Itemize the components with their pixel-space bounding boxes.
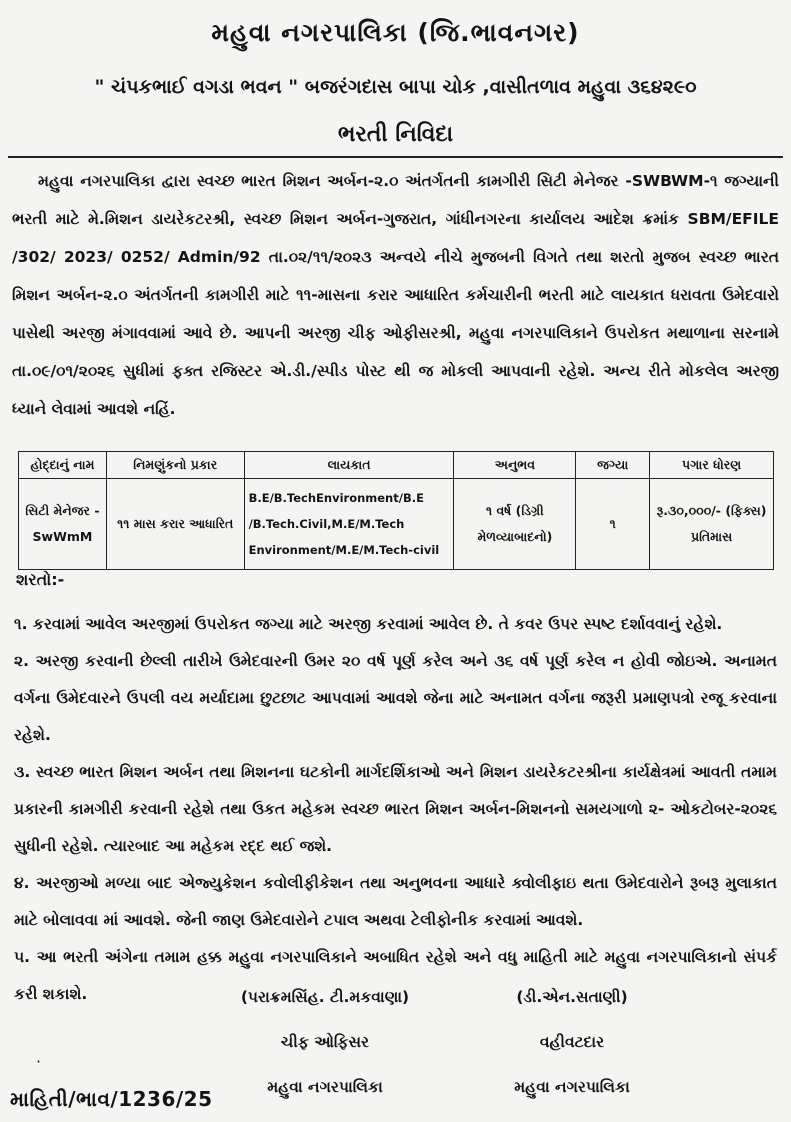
cell-appointment: ૧૧ માસ કરાર આધારિત bbox=[106, 479, 244, 570]
header-post: હોદ્દાનું નામ bbox=[19, 452, 107, 479]
term-item: ૨. અરજી કરવાની છેલ્લી તારીખે ઉમેદવારની ઉમર ૨૦ વર્ષ પૂર્ણ કરેલ અને ૩૬ વર્ષ પૂર્ણ કરેલ ન હોવી જોઇએ. અનામત વર્ગના ઉમેદવારને ઉપલી વય મર્યાદામા છુટછાટ આપવામાં આવશે જેના માટે અનામત વર્ગના જરૂરી પ્રમાણપત્રો રજૂ કરવાના રહેશે. bbox=[14, 652, 777, 744]
table-row bbox=[19, 479, 774, 570]
signatory-office: મહુવા નગરપાલિકા bbox=[514, 1078, 630, 1096]
header-qualification: લાયકાત bbox=[244, 452, 454, 479]
cell-salary: રૂ.૩૦,૦૦૦/- (ફિક્સ) પ્રતિમાસ bbox=[650, 479, 774, 570]
cell-post: સિટી મેનેજર - SwWmM bbox=[19, 479, 107, 570]
header-appointment: નિમણુંકનો પ્રકાર bbox=[106, 452, 244, 479]
stray-mark: · bbox=[36, 1052, 42, 1071]
table-header-row bbox=[19, 452, 774, 479]
terms-list bbox=[14, 606, 777, 1013]
signatory-designation: ચીફ ઓફિસર bbox=[280, 1033, 370, 1051]
recruitment-table bbox=[18, 451, 774, 570]
header-salary: પગાર ધોરણ bbox=[650, 452, 774, 479]
signatory-office: મહુવા નગરપાલિકા bbox=[267, 1078, 383, 1096]
cell-qualification: B.E/B.TechEnvironment/B.E /B.Tech.Civil,M.E/M.Tech Environment/M.E/M.Tech-civil bbox=[244, 479, 454, 570]
terms-heading: શરતો:- bbox=[16, 570, 65, 589]
signatory-chief-officer bbox=[205, 975, 445, 1110]
signatory-name: (ડી.એન.સતાણી) bbox=[516, 988, 628, 1006]
term-item: ૫. આ ભરતી અંગેના તમામ હક્ક મહુવા નગરપાલિકાને અબાધિત રહેશે અને વધુ માહિતી માટે મહુવા નગરપાલિકાનો સંપર્ક કરી શકાશે. bbox=[14, 948, 777, 1003]
term-item: ૩. સ્વચ્છ ભારત મિશન અર્બન તથા મિશનના ઘટકોની માર્ગદર્શિકાઓ અને મિશન ડાયરેકટરશ્રીના કાર્યક્ષેત્રમાં આવતી તમામ પ્રકારની કામગીરી કરવાની રહેશે તથા ઉકત મહેકમ સ્વચ્છ ભારત મિશન અર્બન-મિશનનો સમયગાળો ૨- ઓકટોબર-૨૦૨૬ સુધીની રહેશે. ત્યારબાદ આ મહેકમ રદ્દ થઈ જશે. bbox=[14, 763, 777, 855]
cell-posts: ૧ bbox=[576, 479, 650, 570]
signatory-name: (પરાક્રમસિંહ. ટી.મકવાણા) bbox=[240, 988, 410, 1006]
intro-paragraph: મહુવા નગરપાલિકા દ્વારા સ્વચ્છ ભારત મિશન અર્બન-૨.૦ અંતર્ગતની કામગીરી સિટી મેનેજર -SWBWM-૧ જગ્યાની ભરતી માટે મે.મિશન ડાયરેકટરશ્રી, સ્વચ્છ મિશન અર્બન-ગુજરાત, ગાંધીનગરના કાર્યાલય આદેશ ક્રમાંક SBM/EFILE /302/ 2023/ 0252/ Admin/92 તા.૦૨/૧૧/૨૦૨૩ અન્વયે નીચે મુજબની વિગતે તથા શરતો મુજબ સ્વચ્છ ભારત મિશન અર્બન-૨.૦ અંતર્ગતની કામગીરી માટે ૧૧-માસના કરાર આધારિત કર્મચારીની ભરતી માટે લાયકાત ધરાવતા ઉમેદવારો પાસેથી અરજી મંગાવવામાં આવે છે. આપની અરજી ચીફ ઓફીસરશ્રી, મહુવા નગરપાલિકાને ઉપરોકત મથાળાના સરનામે તા.૦૯/૦૧/૨૦૨૬ સુધીમાં ફક્ત રજિસ્ટર એ.ડી./સ્પીડ પોસ્ટ થી જ મોકલી આપવાની રહેશે. અન્ય રીતે મોકલેલ અરજી ધ્યાને લેવામાં આવશે નહિં. bbox=[12, 172, 779, 418]
term-item: ૧. કરવામાં આવેલ અરજીમાં ઉપરોકત જગ્યા માટે અરજી કરવામાં આવેલ છે. તે કવર ઉપર સ્પષ્ટ દર્શાવવાનું રહેશે. bbox=[14, 615, 723, 633]
notice-title: મહુવા નગરપાલિકા (જિ.ભાવનગર) bbox=[211, 18, 580, 47]
reference-number: માહિતી/ભાવ/1236/25 bbox=[10, 1087, 213, 1111]
cell-experience: ૧ વર્ષ (ડિગ્રી મેળવ્યાબાદનો) bbox=[454, 479, 576, 570]
term-item: ૪. અરજીઓ મળ્યા બાદ એજ્યુકેશન કવોલીફીકેશન તથા અનુભવના આધારે ક્વોલીફાઇ થતા ઉમેદવારોને રૂબરૂ મુલાકાત માટે બોલાવવા માં આવશે. જેની જાણ ઉમેદવારોને ટપાલ અથવા ટેલીફોનીક કરવામાં આવશે. bbox=[14, 874, 777, 929]
notice-subject: ભરતી નિવિદા bbox=[337, 122, 454, 147]
signatory-designation: વહીવટદાર bbox=[539, 1033, 605, 1051]
header-divider bbox=[8, 156, 783, 158]
office-address: " ચંપકભાઈ વગડા ભવન " બજરંગદાસ બાપા ચોક ,વાસીતળાવ મહુવા ૩૬૪૨૯૦ bbox=[94, 76, 697, 98]
signatory-administrator bbox=[452, 975, 692, 1110]
header-posts: જગ્યા bbox=[576, 452, 650, 479]
header-experience: અનુભવ bbox=[454, 452, 576, 479]
